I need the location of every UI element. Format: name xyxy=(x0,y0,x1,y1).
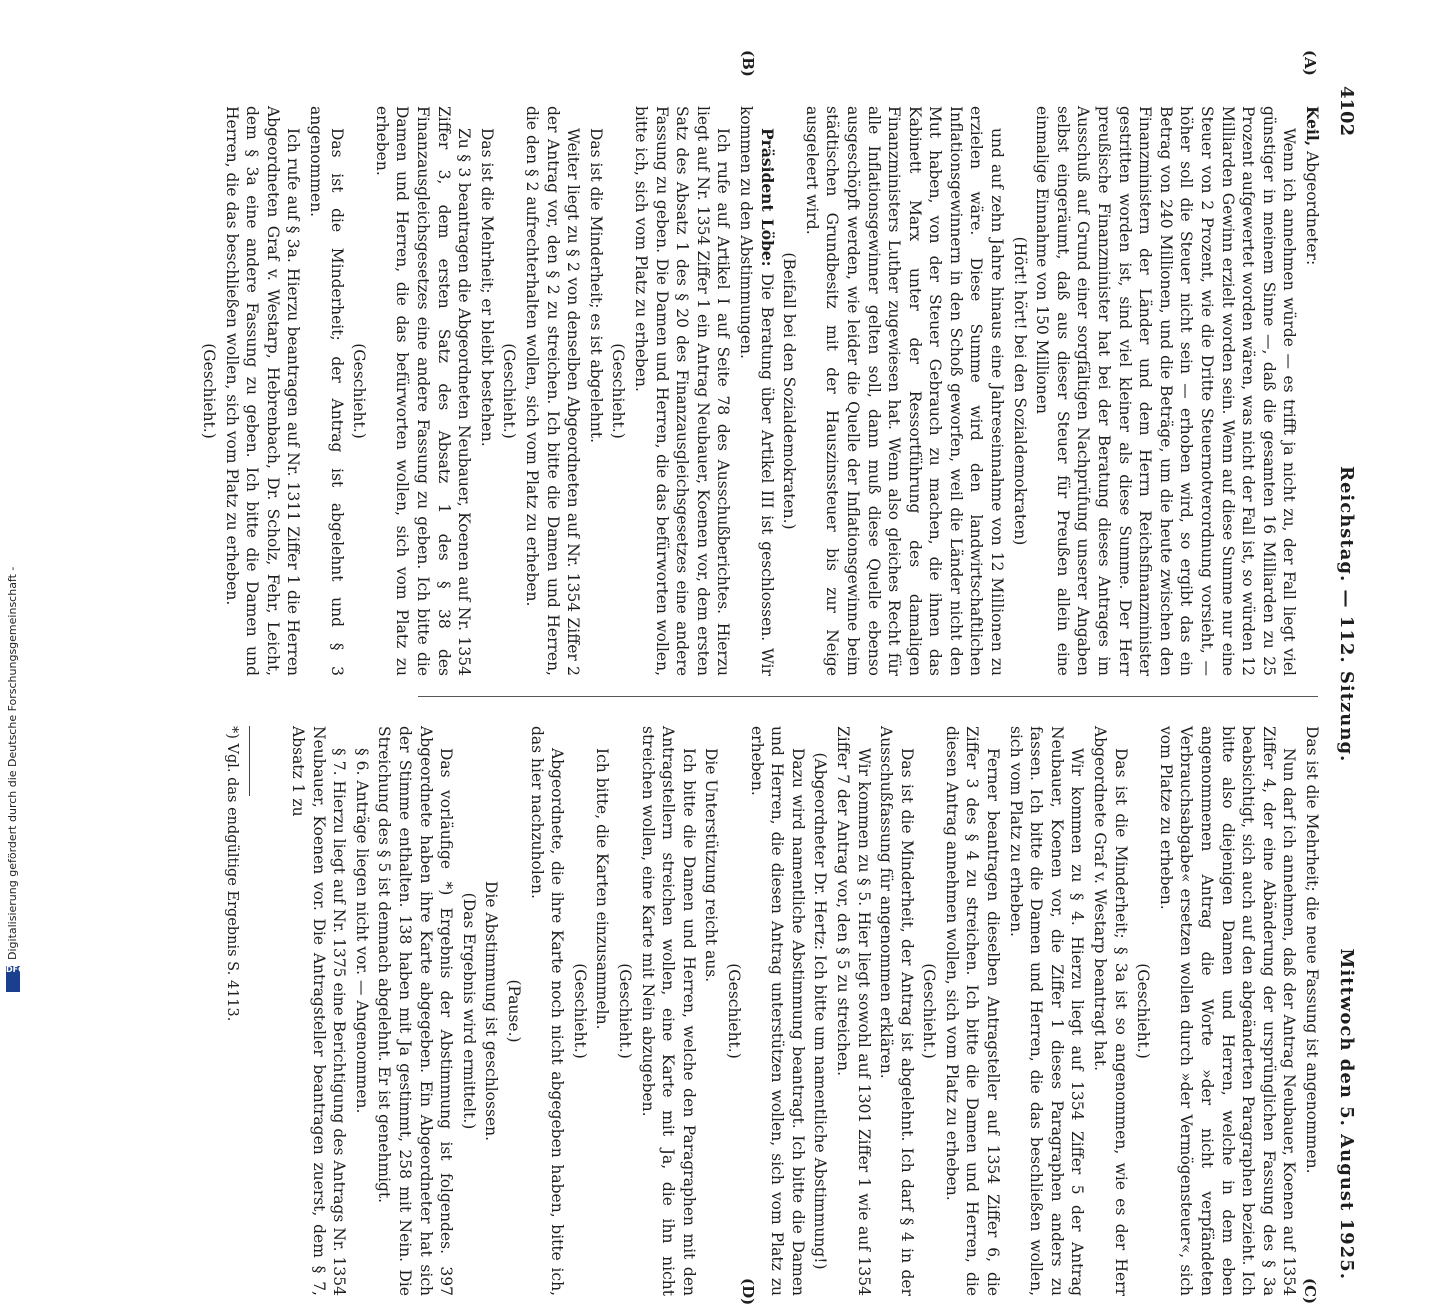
paragraph: Das ist die Minderheit; der Antrag ist abgelehnt und § 3 angenommen. xyxy=(307,106,346,676)
document-page xyxy=(122,50,1358,1305)
remark: (Abgeordneter Dr. Hertz: Ich bitte um namentliche Abstimmung!) xyxy=(811,752,830,1270)
remark: (Geschieht.) xyxy=(616,963,634,1059)
paragraph: Ich rufe auf § 3a. Hierzu beantragen auf Nr. 1311 Ziffer 1 die Herren Abgeordneten Graf v. Westarp, Hebrenbach, Dr. Scholz, Fehr, Leicht, dem § 3a eine andere Fassung zu geben. Ich bitte die Damen und Herren, die das beschließen wollen, sich vom Platz zu erheben. xyxy=(222,106,303,676)
dfg-logo: DFG xyxy=(6,966,20,992)
paragraph: Die Abstimmung ist geschlossen. xyxy=(482,880,501,1141)
remark: (Geschieht.) xyxy=(350,343,369,439)
paragraph: § 6. Anträge liegen nicht vor. — Angenommen. xyxy=(352,748,371,1114)
remark: (Geschieht.) xyxy=(500,343,519,439)
session-date: Mittwoch den 5. August 1925. xyxy=(1336,948,1357,1280)
remark: (Das Ergebnis wird ermittelt.) xyxy=(459,892,478,1130)
paragraph: Dazu wird namentliche Abstimmung beantragt. Ich bitte die Damen und Herren, die diesen Antrag unterstützen wollen, sich vom Platz zu erheben. xyxy=(747,726,807,1296)
paragraph: Wir kommen zu § 5. Hier liegt sowohl auf 1301 Ziffer 1 wie auf 1354 Ziffer 7 der Antrag vor, den § 5 zu streichen. xyxy=(833,726,873,1296)
paragraph: Wir kommen zu § 4. Hierzu liegt auf 1354 Ziffer 5 der Antrag Neubauer, Koenen vor, die Ziffer 1 dieses Paragraphen anders zu fassen. Ich bitte die Damen und Herren, die das beschließen wollen, sich vom Platz zu erheben. xyxy=(1006,726,1087,1296)
paragraph: Ich bitte, die Karten einzusammeln. xyxy=(593,748,612,1030)
remark: (Geschieht.) xyxy=(609,343,628,439)
speaker-role: Abgeordneter: xyxy=(1303,151,1321,266)
speaker-line-1 xyxy=(1301,106,1322,676)
paragraph: Nun darf ich annehmen, daß der Antrag Neubauer, Koenen auf 1354 Ziffer 4, der eine Abänderung der ursprünglichen Fassung des § 3a beabsichtigt, sich auch auf den abgeänderten Paragraphen bezieht. Ich bitte also diejenigen Damen und Herren, welche in dem eben angenommenen Antrag die Worte »der nicht verpfändeten Verbrauchsabgabe« ersetzen wollen durch »der Vermögensteuer«, sich vom Platze zu erheben. xyxy=(1156,726,1299,1296)
digitization-sidebar xyxy=(6,0,24,1000)
paragraph: Das ist die Mehrheit; er bleibt bestehen. xyxy=(477,128,496,447)
margin-marker-d: (D) xyxy=(739,1278,757,1305)
left-column xyxy=(197,106,1322,676)
paragraph: Zu § 3 beantragen die Abgeordneten Neubauer, Koenen auf Nr. 1354 Ziffer 3, dem ersten Satz des Absatz 1 des § 38 des Finanzausgleichsgesetzes eine andere Fassung zu geben. Ich bitte die Damen und Herren, die das befürworten wollen, sich vom Platz zu erheben. xyxy=(372,106,474,676)
paragraph: Wenn ich annehmen würde — es trifft ja nicht zu, der Fall liegt viel günstiger in meinem Sinne —, daß die gesamten 16 Milliarden zu 25 Prozent aufgewertet worden wären, was nicht der Fall ist, so würden 12 Milliarden Gewinn erzielt worden sein. Wenn auf diese Summe nur eine Steuer von 2 Prozent, wie die Dritte Steuernotverordnung vorsieht, — höher soll die Steuer nicht sein — erhoben wird, so ergibt das ein Betrag von 240 Millionen, und die Beträge, um die heute zwischen den Finanzministern der Länder und dem Herrn Reichsfinanzminister gestritten worden ist, sind viel kleiner als diese Summe. Der Herr preußische Finanzminister hat bei der Beratung dieses Antrages im Ausschuß auf Grund einer sorgfältigen Nachprüfung unserer Angaben selbst eingeräumt, daß aus dieser Steuer für Preußen allein eine einmalige Einnahme von 150 Millionen xyxy=(1033,106,1299,677)
speaker-name: Präsident Löbe: xyxy=(757,128,777,267)
paragraph: Weiter liegt zu § 2 von denselben Abgeordneten auf Nr. 1354 Ziffer 2 der Antrag vor, den § 2 zu streichen. Ich bitte die Damen und Herren, die den § 2 aufrechterhalten wollen, sich vom Platz zu erheben. xyxy=(523,106,583,676)
paragraph: Das ist die Minderheit; § 3a ist so angenommen, wie es der Herr Abgeordnete Graf v. Westarp beantragt hat. xyxy=(1091,726,1130,1296)
page-header xyxy=(1328,76,1358,1300)
remark: (Geschieht.) xyxy=(200,343,219,439)
session-title: Reichstag. — 112. Sitzung. xyxy=(1336,466,1357,763)
paragraph: Ferner beantragen dieselben Antragsteller auf 1354 Ziffer 6, die Ziffer 3 des § 4 zu streichen. Ich bitte die Damen und Herren, die diesen Antrag annehmen wollen, sich vom Platz zu erheben. xyxy=(942,726,1003,1296)
margin-marker-a: (A) xyxy=(1301,50,1319,76)
paragraph: Ich bitte die Damen und Herren, welche den Paragraphen mit den Antragstellern streichen wollen, eine Karte mit Ja, die ihn nicht streichen wollen, eine Karte mit Nein abzugeben. xyxy=(638,726,698,1296)
page-number: 4102 xyxy=(1336,86,1357,137)
right-column xyxy=(286,726,1323,1296)
margin-marker-b: (B) xyxy=(739,50,757,77)
remark: (Hört! hört! bei den Sozialdemokraten) xyxy=(1010,236,1029,546)
paragraph: § 7. Hierzu liegt auf Nr. 1375 eine Berichtigung des Antrags Nr. 1354 Neubauer, Koenen vor. Die Antragsteller beantragen zuerst, dem § 7, Absatz 1 zu xyxy=(289,726,349,1296)
paragraph: und auf zehn Jahre hinaus eine Jahreseinnahme von 12 Millionen zu erzielen wäre. Diese Summe wird den landwirtschaftlichen Inflationsgewinnern in den Schoß geworfen, weil die Länder nicht den Mut haben, von der Steuer Gebrauch zu machen, die ihnen das Kabinett Marx unter der Ressortführung des damaligen Finanzministers Luther zugewiesen hat. Wenn also gleiches Recht für alle Inflationsgewinner gelten soll, dann muß diese Quelle ebenso ausgeschöpft werden, wie leider die Quelle der Inflationsgewinne beim städtischen Grundbesitz mit der Hauszinssteuer bis zur Neige ausgeleert wird. xyxy=(802,106,1007,676)
paragraph: Das ist die Minderheit; es ist abgelehnt. xyxy=(586,128,605,444)
footnote-rule xyxy=(249,726,250,796)
remark: (Geschieht.) xyxy=(1134,963,1153,1059)
paragraph: Die Unterstützung reicht aus. xyxy=(702,748,721,983)
paragraph: Präsident Löbe: Die Beratung über Artikel III ist geschlossen. Wir kommen zu den Abstimmungen. xyxy=(736,106,777,676)
paragraph: Das ist die Minderheit, der Antrag ist abgelehnt. Ich darf § 4 in der Ausschußfassung für angenommen erklären. xyxy=(877,726,916,1296)
footnote: *) Vgl. das endgültige Ergebnis S. 4113. xyxy=(224,726,240,1022)
paragraph: Ich rufe auf Artikel I auf Seite 78 des Ausschußberichtes. Hierzu liegt auf Nr. 1354 Ziffer 1 ein Antrag Neubauer, Koenen vor, dem ersten Satz des Absatz 1 des § 20 des Finanzausgleichsgesetzes eine andere Fassung zu geben. Die Damen und Herren, die das befürworten wollen, bitte ich, sich vom Platz zu erheben. xyxy=(632,106,733,676)
column-divider xyxy=(418,696,1318,697)
remark: (Geschieht.) xyxy=(570,963,589,1059)
paragraph: Abgeordnete, die ihre Karte noch nicht abgegeben haben, bitte ich, das hier nachzuholen. xyxy=(527,726,567,1296)
remark: (Geschieht.) xyxy=(724,963,743,1059)
remark: (Geschieht.) xyxy=(920,963,939,1059)
sidebar-credit-text: Digitalisierung gefördert durch die Deutsche Forschungsgemeinschaft - xyxy=(6,566,19,960)
remark: (Pause.) xyxy=(505,979,524,1043)
remark: (Beifall bei den Sozialdemokraten.) xyxy=(780,252,799,530)
speaker-name: Keil, xyxy=(1303,106,1322,147)
margin-marker-c: (C) xyxy=(1301,1278,1319,1305)
paragraph: Das ist die Mehrheit; die neue Fassung ist angenommen. xyxy=(1303,726,1321,1174)
paragraph: Das vorläufige *) Ergebnis der Abstimmung ist folgendes. 397 Abgeordnete haben ihre Karte abgegeben. Ein Abgeordneter hat sich der Stimme enthalten. 138 haben mit Ja gestimmt, 258 mit Nein. Die Streichung des § 5 ist demnach abgelehnt. Er ist genehmigt. xyxy=(375,726,456,1296)
